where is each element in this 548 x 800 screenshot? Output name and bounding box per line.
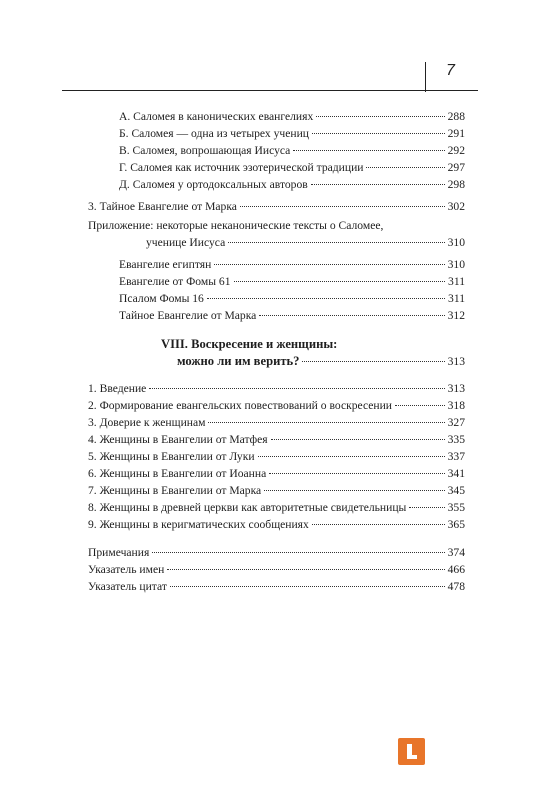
- toc-entry-label: 4. Женщины в Евангелии от Матфея: [88, 433, 268, 446]
- toc-entry-label: 8. Женщины в древней церкви как авторитетные свидетельницы: [88, 501, 407, 514]
- toc-entry-label: 5. Женщины в Евангелии от Луки: [88, 450, 255, 463]
- toc-entry-page: 298: [447, 178, 465, 191]
- leader-dots: [149, 388, 444, 389]
- toc-entry-label: Указатель имен: [88, 563, 165, 576]
- toc-entry-page: 302: [447, 200, 465, 213]
- toc-entry-label: ученице Иисуса: [146, 236, 226, 249]
- toc-entry-page: 310: [447, 236, 465, 249]
- toc-entry-page: 466: [447, 563, 465, 576]
- leader-dots: [293, 150, 444, 151]
- leader-dots: [312, 524, 445, 525]
- toc-entry[interactable]: [119, 127, 465, 141]
- toc-entry-label: Евангелие от Фомы 61: [119, 275, 231, 288]
- toc-entry-label: Г. Саломея как источник эзотерической традиции: [119, 161, 364, 174]
- toc-entry-label: 1. Введение: [88, 382, 147, 395]
- toc-entry-label: 3. Доверие к женщинам: [88, 416, 206, 429]
- toc-entry[interactable]: [88, 484, 465, 498]
- toc-entry[interactable]: [88, 501, 465, 515]
- toc-entry[interactable]: [88, 200, 465, 214]
- leader-dots: [395, 405, 445, 406]
- toc-entry[interactable]: [119, 275, 465, 289]
- leader-dots: [409, 507, 444, 508]
- leader-dots: [258, 456, 445, 457]
- leader-dots: [208, 422, 444, 423]
- leader-dots: [264, 490, 444, 491]
- toc-entry-label: 6. Женщины в Евангелии от Иоанна: [88, 467, 267, 480]
- toc-entry-page: 355: [447, 501, 465, 514]
- toc-entry-label: Указатель цитат: [88, 580, 167, 593]
- toc-entry-page: 310: [447, 258, 465, 271]
- leader-dots: [316, 116, 444, 117]
- leader-dots: [269, 473, 444, 474]
- page-number: 7: [446, 62, 455, 79]
- leader-dots: [312, 133, 445, 134]
- chapter-title: VIII. Воскресение и женщины:: [161, 337, 338, 351]
- toc-entry-chapter[interactable]: [177, 354, 465, 369]
- toc-entry-page: 345: [447, 484, 465, 497]
- leader-dots: [170, 586, 445, 587]
- toc-entry-label: Псалом Фомы 16: [119, 292, 204, 305]
- appendix-title: Приложение: некоторые неканонические тексты о Саломее,: [88, 219, 384, 232]
- toc-entry-label: 7. Женщины в Евангелии от Марка: [88, 484, 262, 497]
- leader-dots: [366, 167, 444, 168]
- toc-entry-label: 2. Формирование евангельских повествований о воскресении: [88, 399, 393, 412]
- toc-entry-page: 374: [447, 546, 465, 559]
- header-divider: [425, 62, 426, 92]
- toc-entry[interactable]: [88, 467, 465, 481]
- toc-entry[interactable]: [88, 546, 465, 560]
- leader-dots: [302, 361, 444, 362]
- toc-entry[interactable]: [88, 518, 465, 532]
- logo-glyph: [403, 742, 420, 761]
- toc-entry-page: 291: [447, 127, 465, 140]
- toc-entry[interactable]: [119, 178, 465, 192]
- header-rule: [62, 90, 478, 91]
- toc-entry-page: 313: [447, 355, 465, 368]
- toc-entry-label: 3. Тайное Евангелие от Марка: [88, 200, 237, 213]
- toc-entry[interactable]: [119, 292, 465, 306]
- toc-entry[interactable]: [119, 309, 465, 323]
- toc-entry-page: 297: [447, 161, 465, 174]
- toc-entry-label: А. Саломея в канонических евангелиях: [119, 110, 314, 123]
- toc-entry[interactable]: [88, 450, 465, 464]
- toc-entry-label: 9. Женщины в керигматических сообщениях: [88, 518, 309, 531]
- toc-entry-label: Примечания: [88, 546, 150, 559]
- toc-entry[interactable]: [88, 416, 465, 430]
- toc-entry[interactable]: [88, 580, 465, 594]
- toc-entry-appendix[interactable]: [146, 236, 465, 250]
- toc-entry-label: Евангелие египтян: [119, 258, 212, 271]
- leader-dots: [152, 552, 444, 553]
- toc-entry-label: Тайное Евангелие от Марка: [119, 309, 257, 322]
- toc-entry[interactable]: [88, 382, 465, 396]
- toc-entry-page: 292: [447, 144, 465, 157]
- toc-entry-page: 365: [447, 518, 465, 531]
- leader-dots: [228, 242, 444, 243]
- toc-entry-page: 313: [447, 382, 465, 395]
- toc-entry-label: Д. Саломея у ортодоксальных авторов: [119, 178, 308, 191]
- leader-dots: [234, 281, 446, 282]
- toc-entry-page: 312: [447, 309, 465, 322]
- toc-entry-page: 337: [447, 450, 465, 463]
- toc-entry-page: 311: [448, 292, 465, 305]
- toc-entry-page: 335: [447, 433, 465, 446]
- toc-entry[interactable]: [119, 144, 465, 158]
- toc-entry-page: 311: [448, 275, 465, 288]
- toc-entry-page: 288: [447, 110, 465, 123]
- toc-entry[interactable]: [119, 161, 465, 175]
- leader-dots: [259, 315, 444, 316]
- toc-entry[interactable]: [119, 110, 465, 124]
- toc-entry[interactable]: [119, 258, 465, 272]
- toc-entry-page: 318: [447, 399, 465, 412]
- toc-entry[interactable]: [88, 433, 465, 447]
- leader-dots: [271, 439, 445, 440]
- leader-dots: [167, 569, 444, 570]
- toc-entry-label: В. Саломея, вопрошающая Иисуса: [119, 144, 291, 157]
- leader-dots: [240, 206, 445, 207]
- toc-entry[interactable]: [88, 563, 465, 577]
- chapter-subtitle: можно ли им верить?: [177, 354, 300, 368]
- toc-entry[interactable]: [88, 399, 465, 413]
- leader-dots: [207, 298, 445, 299]
- toc-entry-page: 341: [447, 467, 465, 480]
- toc-entry-label: Б. Саломея — одна из четырех учениц: [119, 127, 310, 140]
- labirint-logo-icon: [398, 738, 425, 765]
- toc-entry-page: 478: [447, 580, 465, 593]
- leader-dots: [311, 184, 445, 185]
- leader-dots: [214, 264, 444, 265]
- toc-entry-page: 327: [447, 416, 465, 429]
